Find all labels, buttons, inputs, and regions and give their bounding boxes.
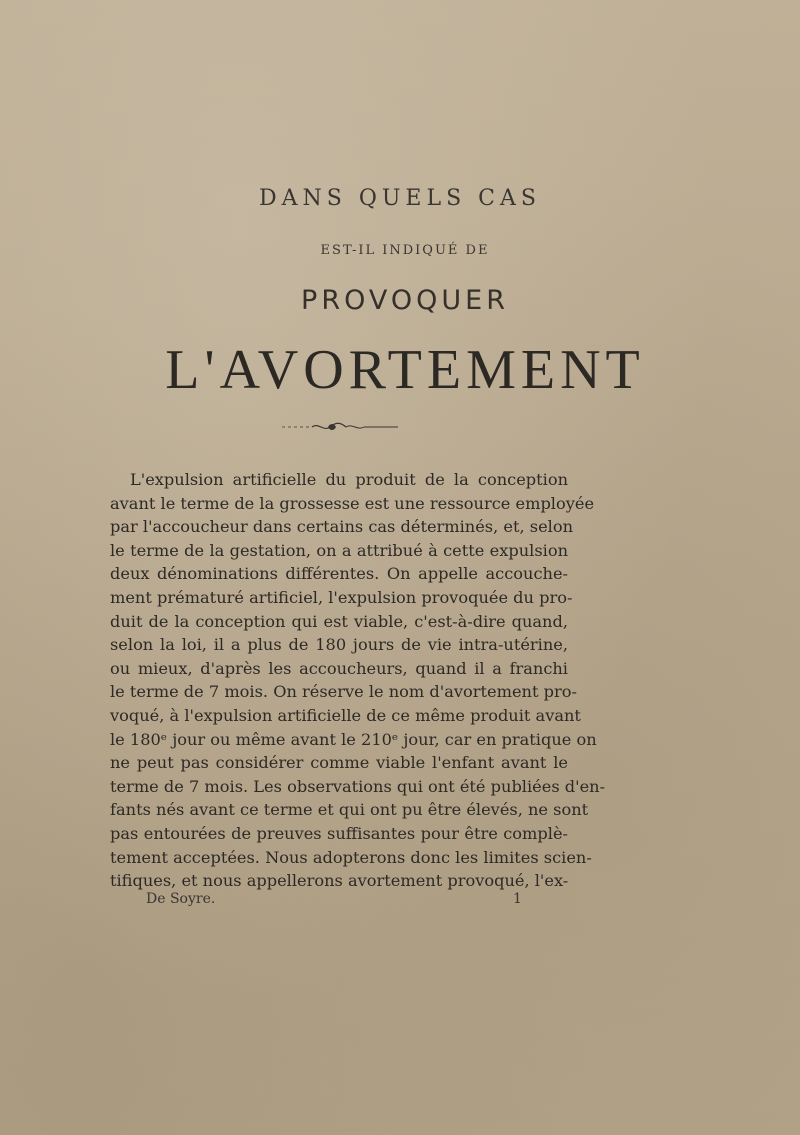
text-line: le terme de la gestation, on a attribué à cette expulsion xyxy=(110,540,568,560)
text-line: terme de 7 mois. Les observations qui ont été publiées d'en- xyxy=(110,776,606,796)
text-line: duit de la conception qui est viable, c'est-à-dire quand, xyxy=(110,611,568,631)
text-line: deux dénominations différentes. On appelle accouche- xyxy=(110,564,568,584)
heading-line-4: L'AVORTEMENT xyxy=(165,339,645,401)
text-line: avant le terme de la grossesse est une ressource employée xyxy=(110,493,595,513)
text-line: ment prématuré artificiel, l'expulsion provoquée du pro- xyxy=(110,587,573,607)
text-line: le 180ᵉ jour ou même avant le 210ᵉ jour, car en pratique on xyxy=(110,729,597,749)
fleuron-ornament-icon xyxy=(280,420,400,434)
text-line: selon la loi, il a plus de 180 jours de vie intra-utérine, xyxy=(110,635,568,655)
text-line: le terme de 7 mois. On réserve le nom d'avortement pro- xyxy=(110,682,577,702)
text-line: tement acceptées. Nous adopterons donc les limites scien- xyxy=(110,847,592,867)
text-line: par l'accoucheur dans certains cas déterminés, et, selon xyxy=(110,517,574,537)
text-line: pas entourées de preuves suffisantes pour être complè- xyxy=(110,823,568,843)
body-paragraph xyxy=(110,468,606,893)
footer-signature: 1 xyxy=(513,891,522,907)
text-line: ou mieux, d'après les accoucheurs, quand il a franchi xyxy=(110,658,568,678)
footer-author: De Soyre. xyxy=(146,891,216,907)
text-line: tifiques, et nous appellerons avortement provoqué, l'ex- xyxy=(110,871,569,891)
text-line: L'expulsion artificielle du produit de la conception xyxy=(130,470,568,489)
text-line: ne peut pas considérer comme viable l'enfant avant le xyxy=(110,753,568,773)
text-line: voqué, à l'expulsion artificielle de ce même produit avant xyxy=(110,705,581,725)
heading-line-3: PROVOQUER xyxy=(301,285,509,316)
heading-line-2: EST-IL INDIQUÉ DE xyxy=(320,243,490,258)
text-line: fants nés avant ce terme et qui ont pu être élevés, ne sont xyxy=(110,800,589,820)
heading-line-1: DANS QUELS CAS xyxy=(259,186,541,211)
